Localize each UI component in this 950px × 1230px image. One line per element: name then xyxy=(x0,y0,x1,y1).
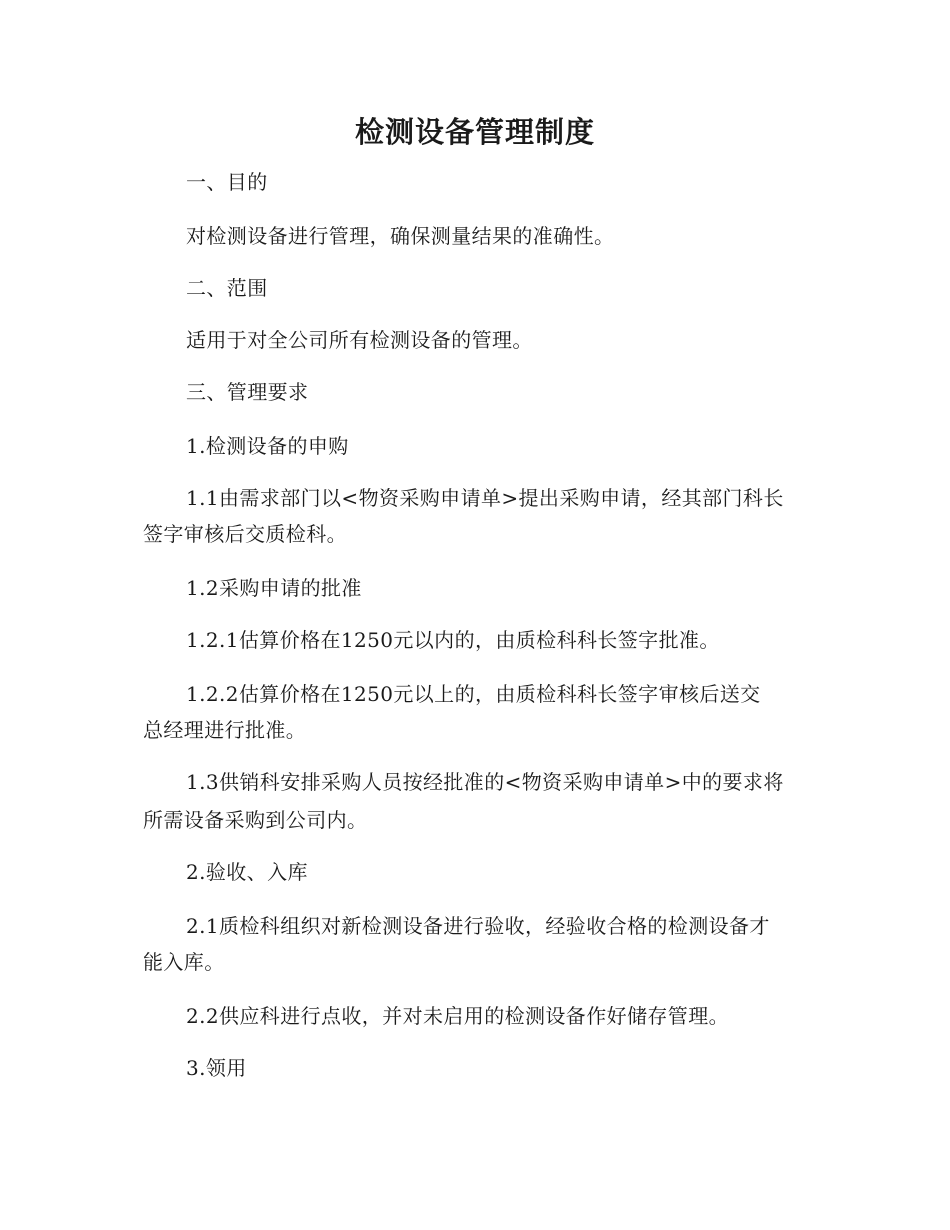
paragraph-1-1-line2: 签字审核后交质检科。 xyxy=(143,522,347,546)
paragraph-scope: 适用于对全公司所有检测设备的管理。 xyxy=(186,328,533,352)
subheading-procurement: 1.检测设备的申购 xyxy=(186,434,349,458)
paragraph-1-1-line1: 1.1由需求部门以<物资采购申请单>提出采购申请，经其部门科长 xyxy=(186,486,784,510)
paragraph-1-2-2-line1: 1.2.2估算价格在1250元以上的，由质检科科长签字审核后送交 xyxy=(186,682,761,706)
paragraph-2-2: 2.2供应科进行点收，并对未启用的检测设备作好储存管理。 xyxy=(186,1004,730,1028)
paragraph-1-2-2-line2: 总经理进行批准。 xyxy=(143,718,307,742)
paragraph-2-1-line1: 2.1质检科组织对新检测设备进行验收，经验收合格的检测设备才 xyxy=(186,914,770,938)
paragraph-1-3-line2: 所需设备采购到公司内。 xyxy=(143,808,368,832)
subheading-acceptance: 2.验收、入库 xyxy=(186,860,308,884)
paragraph-1-3-line1: 1.3供销科安排采购人员按经批准的<物资采购申请单>中的要求将 xyxy=(186,770,784,794)
paragraph-1-2-1: 1.2.1估算价格在1250元以内的，由质检科科长签字批准。 xyxy=(186,628,720,652)
paragraph-2-1-line2: 能入库。 xyxy=(143,950,225,974)
section-heading-requirements: 三、管理要求 xyxy=(186,380,309,404)
document-title: 检测设备管理制度 xyxy=(354,115,595,149)
subheading-1-2: 1.2采购申请的批准 xyxy=(186,576,362,600)
section-heading-scope: 二、范围 xyxy=(186,276,268,300)
paragraph-purpose: 对检测设备进行管理，确保测量结果的准确性。 xyxy=(186,224,615,248)
subheading-issuance: 3.领用 xyxy=(186,1056,247,1080)
section-heading-purpose: 一、目的 xyxy=(186,170,268,194)
